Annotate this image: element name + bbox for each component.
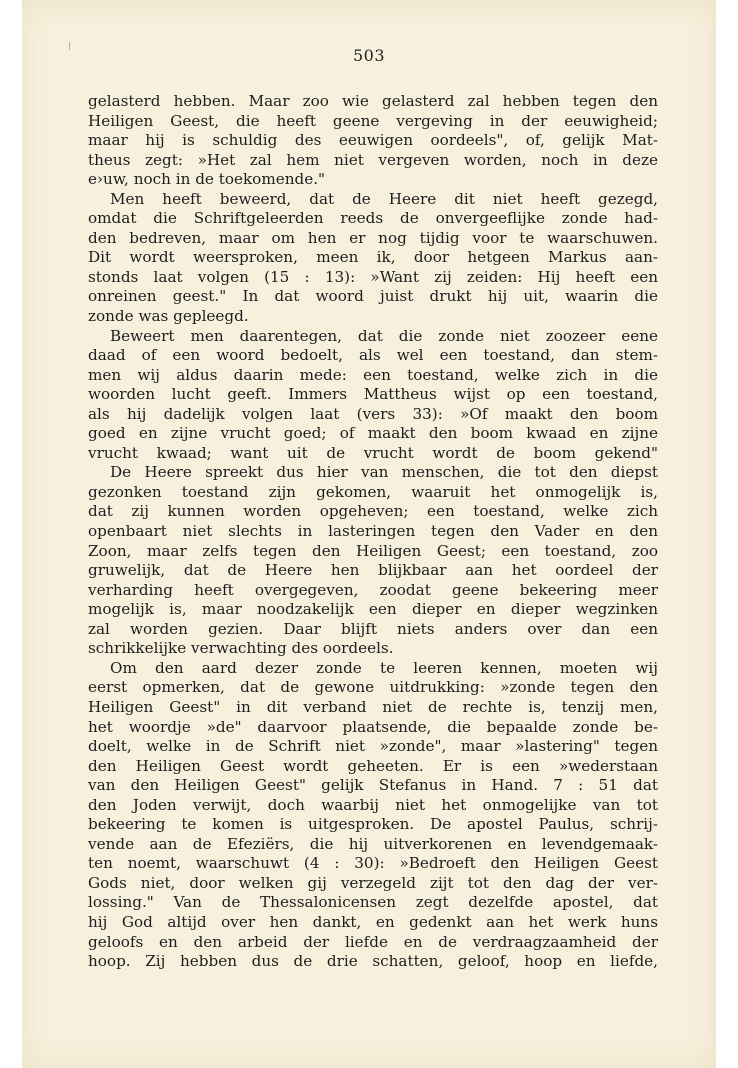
text-line: doelt, welke in de Schrift niet »zonde", maar »lastering" tegen: [88, 737, 658, 756]
text-line: omdat die Schriftgeleerden reeds de onvergeeflijke zonde had-: [88, 209, 658, 228]
text-line: Beweert men daarentegen, dat die zonde niet zoozeer eene: [110, 326, 658, 345]
text-line: gruwelijk, dat de Heere hen blijkbaar aan het oordeel der: [88, 561, 658, 580]
text-line: gezonken toestand zijn gekomen, waaruit het onmogelijk is,: [88, 482, 658, 501]
text-line: Om den aard dezer zonde te leeren kennen, moeten wij: [110, 658, 658, 677]
text-line: Dit wordt weersproken, meen ik, door hetgeen Markus aan-: [88, 248, 658, 267]
text-line: zonde was gepleegd.: [88, 307, 249, 326]
text-line: men wij aldus daarin mede: een toestand, welke zich in die: [88, 365, 658, 384]
text-line: hoop. Zij hebben dus de drie schatten, geloof, hoop en liefde,: [88, 952, 658, 971]
text-line: van den Heiligen Geest" gelijk Stefanus in Hand. 7 : 51 dat: [88, 776, 658, 795]
text-line: geloofs en den arbeid der liefde en de verdraagzaamheid der: [88, 932, 658, 951]
text-line: vende aan de Efeziërs, die hij uitverkorenen en levendgemaak-: [88, 834, 658, 853]
text-line: het woordje »de" daarvoor plaatsende, die bepaalde zonde be-: [88, 717, 658, 736]
text-line: Gods niet, door welken gij verzegeld zijt tot den dag der ver-: [88, 873, 658, 892]
text-line: maar hij is schuldig des eeuwigen oordeels", of, gelijk Mat-: [88, 131, 658, 150]
text-line: Men heeft beweerd, dat de Heere dit niet heeft gezegd,: [110, 189, 658, 208]
body-text: [88, 92, 658, 972]
book-page: [22, 0, 716, 1068]
text-line: vrucht kwaad; want uit de vrucht wordt de boom gekend": [88, 443, 658, 462]
text-line: zal worden gezien. Daar blijft niets anders over dan een: [88, 619, 658, 638]
text-line: Heiligen Geest" in dit verband niet de rechte is, tenzij men,: [88, 697, 658, 716]
text-line: stonds laat volgen (15 : 13): »Want zij zeiden: Hij heeft een: [88, 267, 658, 286]
text-line: daad of een woord bedoelt, als wel een toestand, dan stem-: [88, 346, 658, 365]
text-line: den Joden verwijt, doch waarbij niet het onmogelijke van tot: [88, 795, 658, 814]
text-line: gelasterd hebben. Maar zoo wie gelasterd zal hebben tegen den: [88, 92, 658, 110]
text-line: eerst opmerken, dat de gewone uitdrukking: »zonde tegen den: [88, 678, 658, 697]
text-line: den bedreven, maar om hen er nog tijdig voor te waarschuwen.: [88, 228, 658, 247]
text-line: dat zij kunnen worden opgeheven; een toestand, welke zich: [88, 502, 658, 521]
text-line: mogelijk is, maar noodzakelijk een dieper en dieper wegzinken: [88, 600, 658, 619]
text-line: hij God altijd over hen dankt, en gedenkt aan het werk huns: [88, 912, 658, 931]
text-line: onreinen geest." In dat woord juist drukt hij uit, waarin die: [88, 287, 658, 306]
text-line: verharding heeft overgegeven, zoodat geene bekeering meer: [88, 580, 658, 599]
text-line: Zoon, maar zelfs tegen den Heiligen Geest; een toestand, zoo: [88, 541, 658, 560]
text-line: als hij dadelijk volgen laat (vers 33): »Of maakt den boom: [88, 404, 658, 423]
text-line: theus zegt: »Het zal hem niet vergeven worden, noch in deze: [88, 150, 658, 169]
text-line: ten noemt, waarschuwt (4 : 30): »Bedroeft den Heiligen Geest: [88, 854, 658, 873]
text-line: openbaart niet slechts in lasteringen tegen den Vader en den: [88, 522, 658, 541]
text-line: goed en zijne vrucht goed; of maakt den boom kwaad en zijne: [88, 424, 658, 443]
page-number: 503: [352, 46, 386, 65]
text-line: bekeering te komen is uitgesproken. De apostel Paulus, schrij-: [88, 815, 658, 834]
text-line: De Heere spreekt dus hier van menschen, die tot den diepst: [110, 463, 658, 482]
text-line: Heiligen Geest, die heeft geene vergeving in der eeuwigheid;: [88, 111, 658, 130]
text-line: den Heiligen Geest wordt geheeten. Er is een »wederstaan: [88, 756, 658, 775]
text-line: e›uw, noch in de toekomende.": [88, 170, 326, 189]
text-line: lossing." Van de Thessalonicensen zegt dezelfde apostel, dat: [88, 893, 658, 912]
text-line: schrikkelijke verwachting des oordeels.: [88, 639, 394, 658]
text-line: woorden lucht geeft. Immers Mattheus wijst op een toestand,: [88, 385, 658, 404]
